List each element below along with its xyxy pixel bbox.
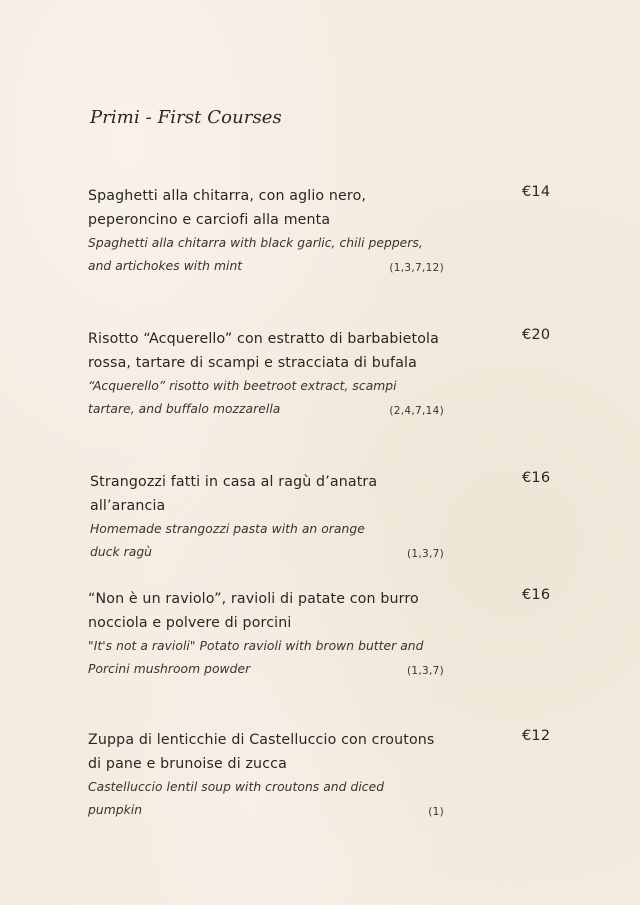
allergen-codes: (1,3,7) [406, 665, 444, 677]
menu-item [88, 587, 558, 680]
dish-name-italian: Risotto “Acquerello” con estratto di barbabietola rossa, tartare di scampi e stracciata di bufala [88, 331, 439, 371]
section-title: Primi - First Courses [90, 107, 282, 128]
dish-description-english: Spaghetti alla chitarra with black garlic, chili peppers, and artichokes with mint [88, 236, 423, 273]
menu-item [90, 470, 560, 563]
dish-description-english: "It's not a ravioli" Potato ravioli with brown butter and Porcini mushroom powder [88, 639, 424, 676]
dish-description-english: Castelluccio lentil soup with croutons and diced pumpkin [88, 780, 385, 817]
dish-description-row [88, 375, 444, 420]
allergen-codes: (2,4,7,14) [389, 405, 444, 417]
dish-price: €20 [522, 327, 551, 343]
menu-item [88, 728, 558, 821]
dish-name-italian: Spaghetti alla chitarra, con aglio nero, peperoncino e carciofi alla menta [88, 188, 367, 228]
dish-price: €14 [522, 184, 551, 200]
menu-item [88, 184, 558, 277]
allergen-codes: (1,3,7,12) [389, 262, 444, 274]
dish-description-row [88, 635, 444, 680]
allergen-codes: (1) [428, 806, 444, 818]
dish-description-row [90, 518, 444, 563]
dish-description-row [88, 776, 444, 821]
dish-price: €12 [522, 728, 551, 744]
dish-name-italian: Zuppa di lenticchie di Castelluccio con croutons di pane e brunoise di zucca [88, 732, 435, 772]
dish-description-row [88, 232, 444, 277]
allergen-codes: (1,3,7) [406, 548, 444, 560]
dish-description-english: Homemade strangozzi pasta with an orange duck ragù [90, 522, 365, 559]
menu-item [88, 327, 558, 420]
dish-name-italian: Strangozzi fatti in casa al ragù d’anatra all’arancia [90, 474, 378, 514]
dish-description-english: “Acquerello” risotto with beetroot extract, scampi tartare, and buffalo mozzarella [88, 379, 397, 416]
dish-price: €16 [522, 587, 551, 603]
dish-price: €16 [522, 470, 551, 486]
dish-name-italian: “Non è un raviolo”, ravioli di patate con burro nocciola e polvere di porcini [88, 591, 419, 631]
